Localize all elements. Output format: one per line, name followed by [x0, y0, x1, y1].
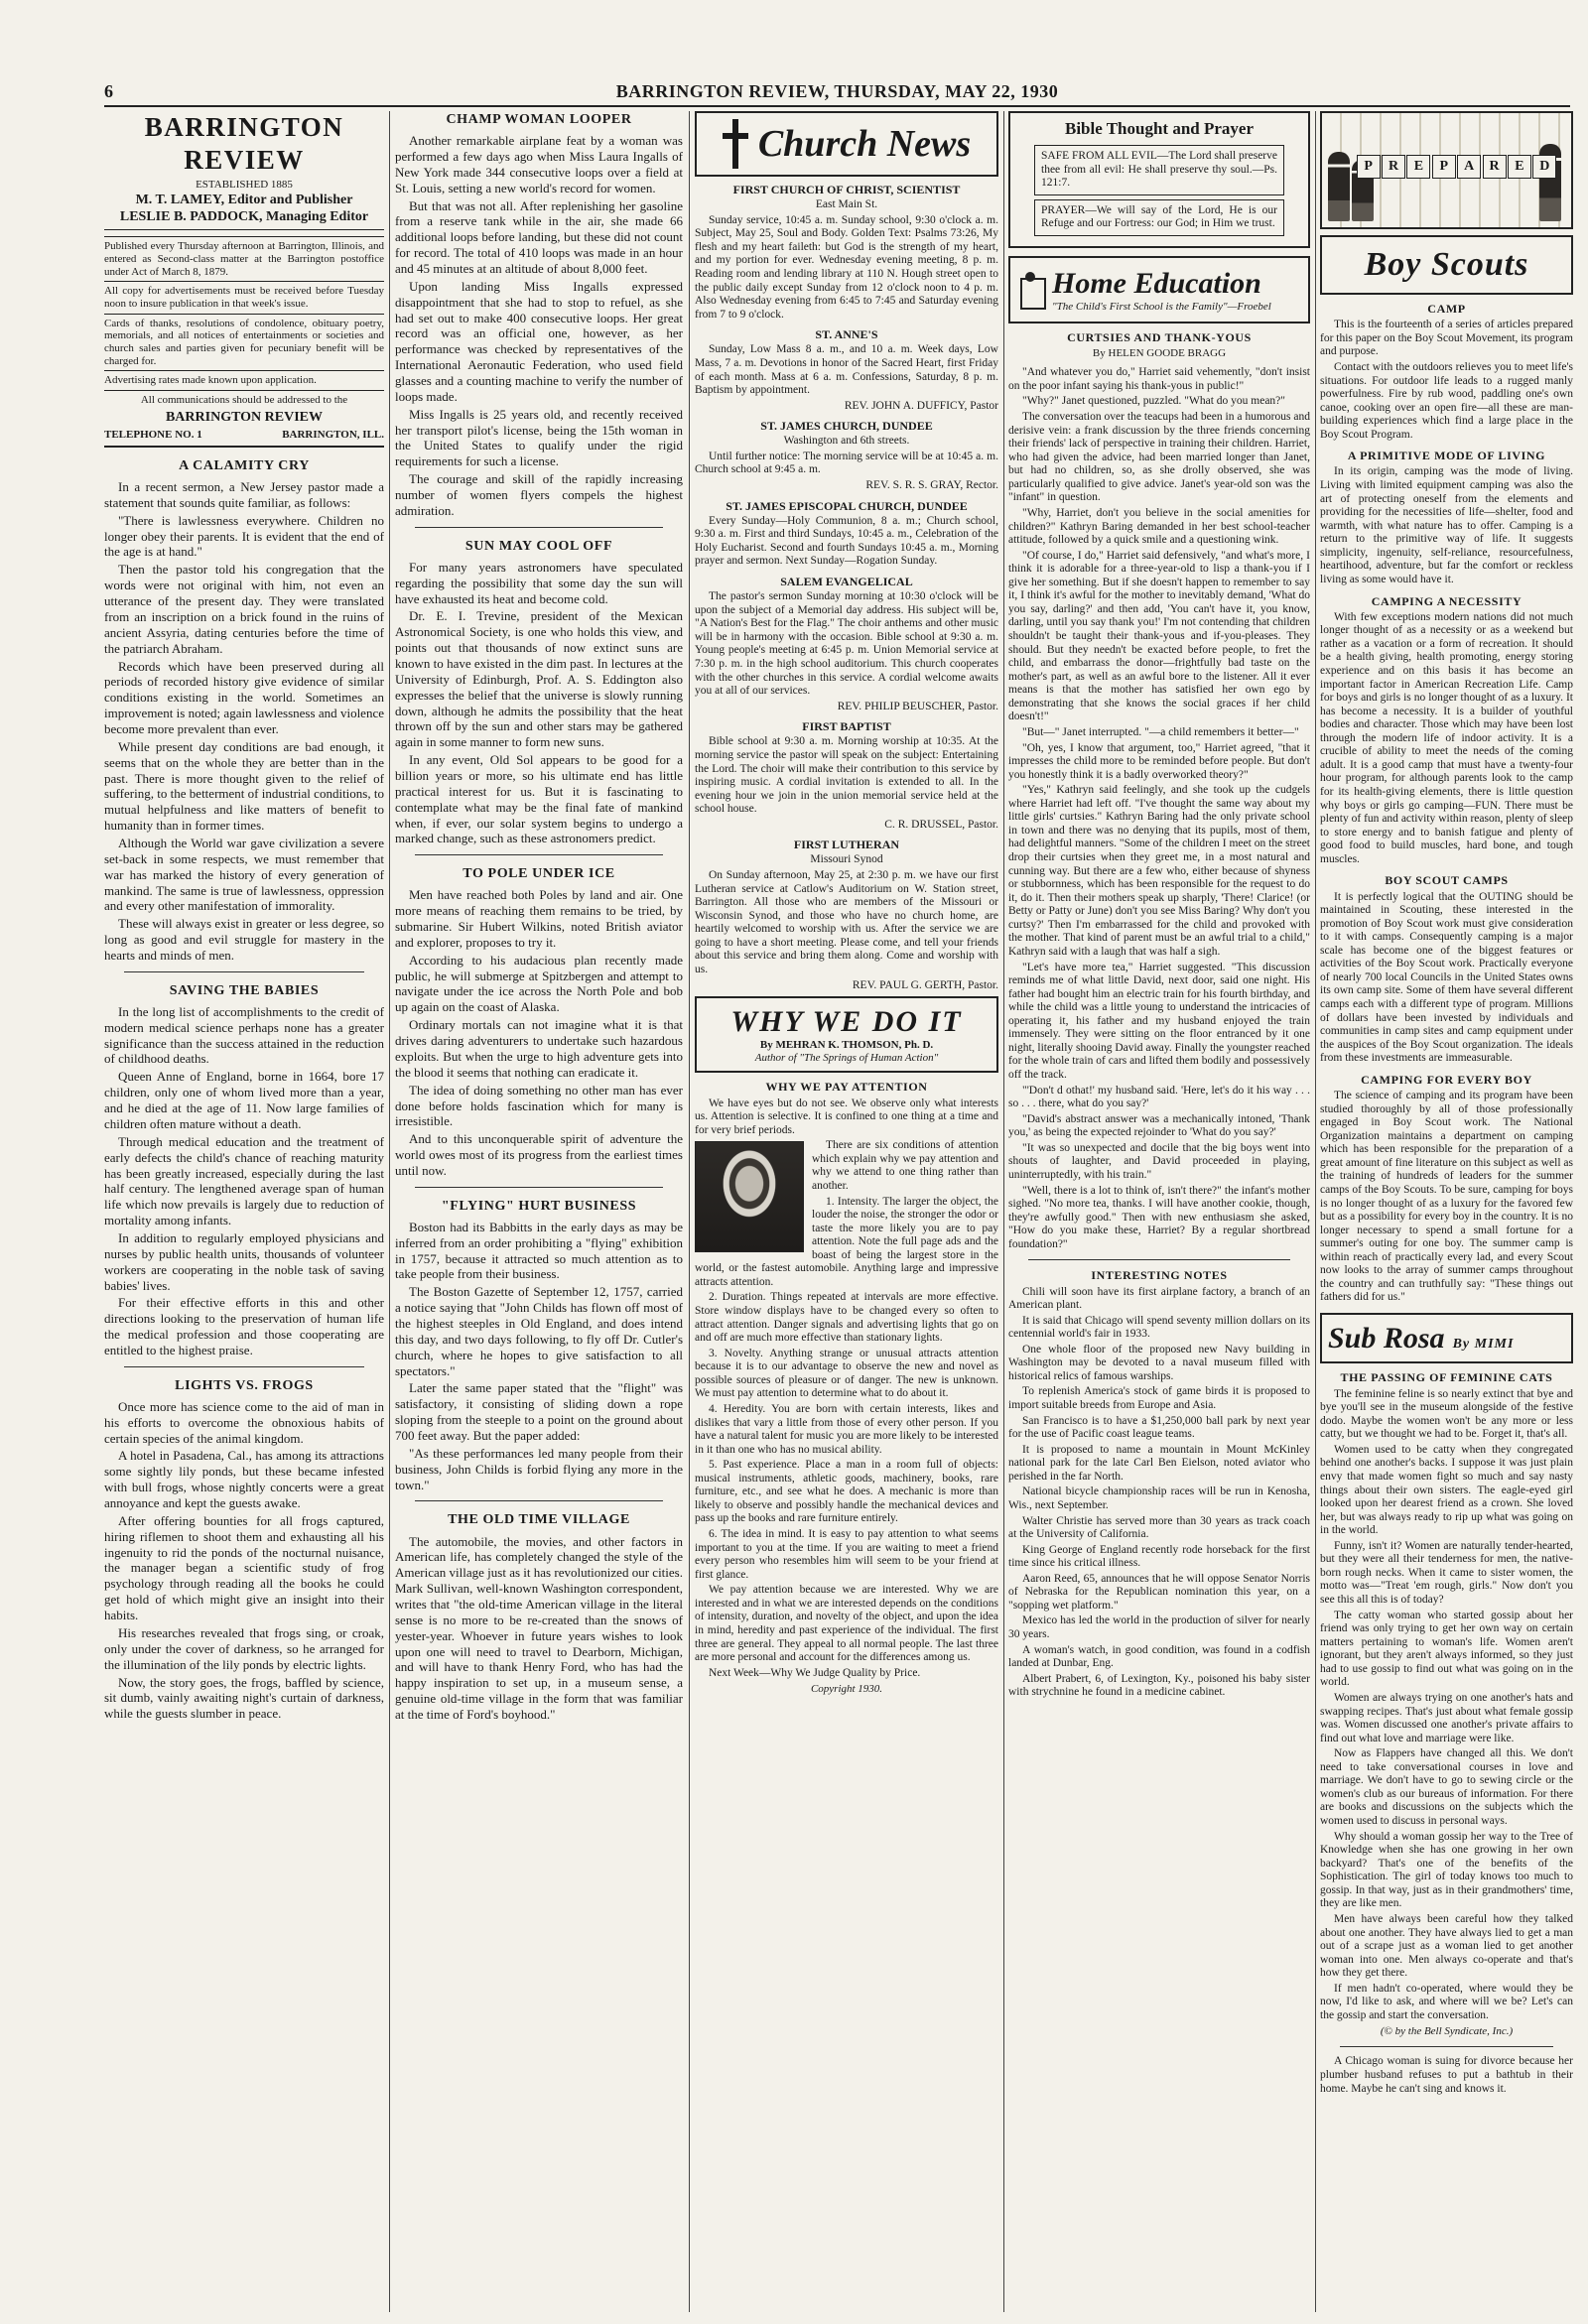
banner-letter: D — [1532, 155, 1556, 179]
paragraph: Walter Christie has served more than 30 years as track coach at the University of California. — [1008, 1514, 1310, 1541]
masthead-editor: M. T. LAMEY, Editor and Publisher — [135, 193, 353, 208]
paragraph: If men hadn't co-operated, where would they be now, I'd like to ask, and where will we be? Let's can the gossip and start the conversation. — [1320, 1982, 1573, 2021]
church-pastor: REV. PHILIP BEUSCHER, Pastor. — [837, 700, 998, 712]
divider — [124, 1366, 364, 1367]
column-rule — [1315, 111, 1316, 2312]
church-name: ST. ANNE'S — [815, 327, 878, 342]
cross-icon — [723, 119, 748, 169]
paragraph: Ordinary mortals can not imagine what it is that drives daring adventurers to undertake such hazardous exploits. But when the urge to high adventure gets into the blood it seems that nothing can eradicate it. — [395, 1017, 683, 1080]
paragraph: For many years astronomers have speculated regarding the possibility that some day the sun will have exhausted its heat and become cold. — [395, 559, 683, 606]
paragraph: We have eyes but do not see. We observe only what interests us. Attention is selective. It is confined to one thing at a time and for very brief periods. — [695, 1097, 998, 1136]
paragraph: "But—" Janet interrupted. "—a child remembers it better—" — [1022, 725, 1299, 738]
article-title-babies: SAVING THE BABIES — [169, 982, 320, 998]
article-title-notes: INTERESTING NOTES — [1091, 1268, 1228, 1283]
scout-figure — [1328, 152, 1350, 221]
paragraph: Miss Ingalls is 25 years old, and recently received her transport pilot's license, being the 15th woman in the United States to qualify under the rigid requirements for such a license. — [395, 406, 683, 469]
next-week-line: Next Week—Why We Judge Quality by Price. — [709, 1666, 921, 1679]
church-name: FIRST LUTHERAN — [793, 838, 900, 852]
masthead-paper-name: BARRINGTON REVIEW — [165, 410, 324, 426]
article-title-feminine-cats: THE PASSING OF FEMININE CATS — [1340, 1370, 1553, 1385]
banner-letter: R — [1483, 155, 1507, 179]
family-icon — [1016, 270, 1046, 310]
paragraph: San Francisco is to have a $1,250,000 ball park by next year for the use of Pacific coast league teams. — [1008, 1414, 1310, 1441]
church-notice: The pastor's sermon Sunday morning at 10:30 o'clock will be upon the subject of a Memorial day address. His subject will be, "A Nation's Best for the Flag." The choir anthems and other music will be in harmony with the occasion. Bible school at 9:30 a. m. Young people's meeting at 6:45 p. m. Union Memorial service at 7:30 p. m. in the high school auditorium. This church cooperates with the other churches in this service. A cordial welcome awaits you at all of our services. — [695, 590, 998, 698]
page-folio — [104, 79, 1570, 107]
church-notice: On Sunday afternoon, May 25, at 2:30 p. m. we have our first Lutheran service at Catlow's Auditorium on W. Station street, Barrington. All those who are members of the Missouri or Wisconsin Synod, and those who have no church home, are heartily welcomed to worship with us. After the service we are going to have a short meeting. Please come, and tell your friends about this service and bring them along. Come and worship with us. — [695, 869, 998, 975]
paragraph: This is the fourteenth of a series of articles prepared for this paper on the Boy Scout Movement, its program and purpose. — [1320, 319, 1573, 358]
paragraph: The conversation over the teacups had been in a humorous and derisive vein: a frank discussion by the three friends concerning their friends' lack of perspective in training their children. Harriet, who had given the advice, had been married longer than Janet, but had no children, so, as she drolly observed, she was particularly qualified to give advice. Janet's year-old son was the "infant" in question. — [1008, 411, 1310, 504]
paragraph: Although the World war gave civilization a severe set-back in some respects, we must remember that war has marked the history of every generation of mankind. The same is true of lawlessness, oppression and every other manifestation of immorality. — [104, 835, 384, 914]
banner-letter: E — [1406, 155, 1430, 179]
column-rule — [389, 111, 390, 2312]
paragraph: 4. Heredity. You are born with certain interests, likes and dislikes that vary a little from those of every other person. If you have a natural talent for music you are more likely to be interested in it than one who has no musical ability. — [695, 1402, 998, 1456]
article-title-looper: CHAMP WOMAN LOOPER — [446, 112, 632, 127]
column-1 — [104, 111, 384, 2312]
paragraph: "Of course, I do," Harriet said defensively, "and what's more, I think it is adorable for a three-year-old to lisp a thank-you if I give her something. But if she doesn't happen to remember to say it, I think it's awful for the mother to inevitably demand, 'What do you say, darling?' and then add, 'You can't have it, you know, darling, until you say thank you!' I'm not contending that children shouldn't be taught their thank-yous and if-you-pleases. They should. But they needn't be exacted before people, to fret the child, and embarrass the donor—frightfully bad taste on the mother's part, as well as an awful bore to the listener. All it ever means is that the mother has satisfied her own ego by demonstrating that she knows the social graces if her child doesn't!" — [1008, 549, 1310, 723]
paragraph: The Boston Gazette of September 12, 1757, carried a notice saying that "John Childs has flown off most of the highest steeples in Old England, and does intend this day, and two days following, to fly off Dr. Cutler's church, where he hopes to give satisfaction to all spectators." — [395, 1284, 683, 1378]
paragraph: Queen Anne of England, borne in 1664, bore 17 children, only one of whom lived more than a year, and he died at the age of 11. Now large families of children often mature without a death. — [104, 1069, 384, 1131]
masthead-town: BARRINGTON, ILL. — [282, 428, 384, 441]
paragraph: Men have always been careful how they talked about one another. They have always lied to get a man out of a scrape just as a woman lied to get another woman into one. Men always co-operate and that's how they get there. — [1320, 1912, 1573, 1980]
paragraph: "As these performances led many people from their business, John Childs is forbid flying any more in the town." — [395, 1445, 683, 1492]
column-5 — [1320, 111, 1573, 2312]
paragraph: His researches revealed that frogs sing, or croak, only under the cover of darkness, so he arranged for the illumination of the lily ponds by electric lights. — [104, 1624, 384, 1672]
paragraph: After offering bounties for all frogs captured, hiring riflemen to shoot them and exhausting all his ingenuity to rid the ponds of the nocturnal nuisance, the manager began a scientific study of frog psychology through reading all the books he could get hold of which might give an insight into their habits. — [104, 1512, 384, 1623]
church-pastor: C. R. DRUSSEL, Pastor. — [884, 818, 998, 831]
boy-scouts-header — [1320, 235, 1573, 295]
syndicate-copyright: (© by the Bell Syndicate, Inc.) — [1380, 2025, 1514, 2038]
church-pastor: REV. JOHN A. DUFFICY, Pastor — [844, 399, 998, 412]
church-notice: Every Sunday—Holy Communion, 8 a. m.; Church school, 9:30 a. m. First and third Sundays, 10:45 a. m., Celebration of the Holy Eucharist. Second and fourth Sundays 10:45 a. m., Morning prayer and sermon. Next Sunday—Rogation Sunday. — [695, 514, 998, 568]
paragraph: Once more has science come to the aid of man in his efforts to overcome the obnoxious habits of certain species of the animal kingdom. — [104, 1398, 384, 1446]
why-byline: By MEHRAN K. THOMSON, Ph. D. — [759, 1039, 934, 1052]
paragraph: The catty woman who started gossip about her friend was only trying to get her own way on certain matters pertaining to woman's life. Women aren't ignorant, but they aren't always informed, so they just had to use gossip to find out what was going on in the world. — [1320, 1609, 1573, 1689]
paragraph: Now, the story goes, the frogs, baffled by science, sit dumb, vainly awaiting night's curtain of darkness, while the guests slumber in peace. — [104, 1674, 384, 1722]
why-we-do-it-header — [695, 996, 998, 1073]
bible-thought-title: Bible Thought and Prayer — [1064, 119, 1255, 138]
subhead-camps: BOY SCOUT CAMPS — [1385, 873, 1509, 888]
church-name: FIRST CHURCH OF CHRIST, SCIENTIST — [732, 183, 961, 196]
paragraph: The automobile, the movies, and other factors in American life, has completely changed the style of the American village just as it has revolutionized our cities. Mark Sullivan, well-known Washington correspondent, writes that "the old-time American village in the literal sense is no more to be re-created than the snows of yester-year. Whoever in future years wishes to look upon one will need to travel to Dearborn, Michigan, and will have to thank Henry Ford, who has had the happy inspiration to set up, in a museum sense, a genuine old-time village in the form that was familiar at the time of Ford's boyhood." — [395, 1533, 683, 1723]
paragraph: There are six conditions of attention which explain why we pay attention and why we attend to one thing rather than another. — [812, 1139, 998, 1192]
why-we-do-it-title: WHY WE DO IT — [730, 1005, 963, 1039]
paragraph: "Oh, yes, I know that argument, too," Harriet agreed, "that it impresses the child more to be reminded before people. But don't you honestly think it is a badly overworked theory?" — [1008, 741, 1310, 781]
church-pastor: REV. PAUL G. GERTH, Pastor. — [852, 978, 998, 991]
church-notice: Until further notice: The morning service will be at 10:45 a. m. Church school at 9:45 a. m. — [695, 450, 998, 476]
home-education-header — [1008, 256, 1310, 323]
paragraph: 1. Intensity. The larger the object, the louder the noise, the stronger the odor or taste the more likely you are to pay attention. Note the full page ads and the boast of being the largest store in the world, or the fastest automobile. Anything large and impressive attracts attention. — [695, 1195, 998, 1288]
paragraph: Now as Flappers have changed all this. We don't need to take conversational courses in love and marriage. We don't have to go to sewing circle or the women's club as our bureaus of information. For there are books and discussions on the subjects which the women used to discuss in personal ways. — [1320, 1747, 1573, 1827]
church-news-title: Church News — [757, 123, 972, 165]
paragraph: We pay attention because we are interested. Why we are interested and in what we are interested depends on the conditions of intensity, duration, and novelty of the object, and upon the idea in mind, heredity and past experience of the individual. The first three are general. They appeal to all normal people. The last three are more personal and account for the differences among us. — [695, 1584, 998, 1664]
paragraph: "There is lawlessness everywhere. Children no longer obey their parents. It is evident that the end of the age is at hand." — [104, 512, 384, 560]
publication-notice: Published every Thursday afternoon at Barrington, Illinois, and entered as Second-class matter at the Barrington postoffice under Act of March 8, 1879. — [104, 236, 384, 281]
paragraph: Boston had its Babbitts in the early days as may be inferred from an order prohibiting a "flying" exhibition in 1757, because it attracted so much attention as to take people from their business. — [395, 1219, 683, 1282]
divider — [415, 1187, 663, 1188]
paragraph: The courage and skill of the rapidly increasing number of women flyers compels the highest admiration. — [395, 471, 683, 518]
paragraph: In addition to regularly employed physicians and nurses by public health units, thousands of volunteer workers are cooperating in the noble task of saving babies' lives. — [104, 1229, 384, 1293]
prepared-banner — [1356, 155, 1557, 179]
church-name: ST. JAMES EPISCOPAL CHURCH, DUNDEE — [726, 498, 968, 513]
page-number: 6 — [104, 81, 114, 101]
subhead-primitive: A PRIMITIVE MODE OF LIVING — [1347, 449, 1546, 463]
divider — [1340, 2046, 1553, 2047]
bible-prayer: PRAYER—We will say of the Lord, He is our Refuge and our Fortress: our God; in Him we trust. — [1034, 199, 1284, 236]
paragraph: The feminine feline is so nearly extinct that bye and bye you'll see in the museum alongside of the festive dodo. Maybe the women won't be any more or less catty, but we thought we had to be. Forget it, that's all. — [1320, 1387, 1573, 1441]
paragraph: It is said that Chicago will spend seventy million dollars on its centennial world's fair in 1933. — [1008, 1314, 1310, 1341]
paragraph: In its origin, camping was the mode of living. Living with limited equipment camping was also the art of protecting oneself from the elements and providing for the necessities of life—shelter, food and warmth, with what nature has to offer. Camping is a return to the primitive way of life. It suggests simplicity, ingenuity, self-reliance, resourcefulness, heartihood, adventure, but far the comfort or reckless living as some would have it. — [1320, 465, 1573, 585]
masthead-managing-editor: LESLIE B. PADDOCK, Managing Editor — [119, 209, 369, 225]
telephone-number: TELEPHONE NO. 1 — [104, 428, 202, 441]
banner-letter: R — [1382, 155, 1405, 179]
paragraph: In any event, Old Sol appears to be good for a billion years or more, so his ultimate end has little practical interest for us. But it is fascinating to contemplate what may be the final fate of mankind when, if ever, our solar system begins to undergo a marked change, such as these astronomers predict. — [395, 752, 683, 846]
paragraph: "Why?" Janet questioned, puzzled. "What do you mean?" — [1022, 395, 1285, 408]
paragraph: Aaron Reed, 65, announces that he will oppose Senator Norris of Nebraska for the Republican nomination this year, on a "sopping wet platform." — [1008, 1572, 1310, 1612]
sub-rosa-byline: By MIMI — [1452, 1337, 1515, 1353]
paragraph: In the long list of accomplishments to the credit of modern medical science perhaps none has a greater significance than the success attained in the reduction of childhood deaths. — [104, 1003, 384, 1067]
article-title-camp: CAMP — [1427, 302, 1466, 317]
banner-letter: A — [1457, 155, 1481, 179]
paragraph: It is proposed to name a mountain in Mount McKinley national park for the late Carl Ben Eielson, noted aviator who perished in the far North. — [1008, 1443, 1310, 1483]
paragraph: Dr. E. I. Trevine, president of the Mexican Astronomical Society, is one who holds this view, and points out that thousands of now extinct suns are known to have existed in the dim past. In lectures at the University of Edinburgh, Prof. A. S. Eddington also expresses the belief that the universe is slowly running down, although he admits the possibility that the heat thrown off by the sun and other stars may be gathered again in some manner to form new suns. — [395, 608, 683, 750]
paragraph: "And whatever you do," Harriet said vehemently, "don't insist on the poor infant saying his thank-yous in public!" — [1008, 366, 1310, 392]
divider — [1028, 1259, 1290, 1260]
folio-title: BARRINGTON REVIEW, THURSDAY, MAY 22, 1930 — [615, 81, 1059, 101]
paragraph: It is perfectly logical that the OUTING should be maintained in Scouting, these interested in the promotion of Boy Scout work must give consideration to it with camps. Consequently camping is a major scale has become one of the biggest features or activities of the Boy Scout work. Practically everyone of nearly 700 local Councils in the United States owns its own camp site. Some of them have several different camps each with a different type of program. Millions of dollars have been invested by individuals and communities in camp sites and camp equipment under the auspices of the Boy Scout organization. The ideals from these investments are immeasurable. — [1320, 890, 1573, 1065]
paragraph: Another remarkable airplane feat by a woman was performed a few days ago when Miss Laura Ingalls of New York made 344 consecutive loops over a field at St. Louis, setting a new world's record for women. — [395, 133, 683, 195]
paragraph: "Let's have more tea," Harriet suggested. "This discussion reminds me of what little David, next door, said one night. His father had bought him an electric train for his fourth birthday, and while the child was a little young to understand the intricacies of operating it, his father and my husband enjoyed the train immensely. They were sitting on the floor entranced by it one night, literally shooing David away. Finally the youngster reached for the whole train of cars and lifted them bodily and possessively off the track. — [1008, 961, 1310, 1082]
boy-scouts-title: Boy Scouts — [1364, 246, 1529, 283]
church-pastor: REV. S. R. S. GRAY, Rector. — [865, 479, 998, 492]
author-portrait — [695, 1141, 804, 1252]
subhead-necessity: CAMPING A NECESSITY — [1371, 593, 1522, 608]
paragraph: Albert Prabert, 6, of Lexington, Ky., poisoned his baby sister with strychnine he found in a medicine cabinet. — [1008, 1672, 1310, 1699]
banner-letter: P — [1357, 155, 1381, 179]
paragraph: Why should a woman gossip her way to the Tree of Knowledge when she has one growing in her own backyard? That's one of the benefits of the Sophistication. The girl of today knows too much to gossip. In that way, just as in their grandmothers' time, they are like men. — [1320, 1830, 1573, 1910]
divider — [124, 971, 364, 972]
article-title-flying: "FLYING" HURT BUSINESS — [441, 1198, 637, 1214]
telephone-line — [104, 427, 384, 448]
masthead-established: ESTABLISHED 1885 — [196, 178, 293, 191]
paragraph: Then the pastor told his congregation that the words were not original with him, not even an utterance of the present day. They were translated from an inscription on a brick found in the ruins of ancient Assyria, dating centuries before the time of the patriarch Abraham. — [104, 562, 384, 656]
paragraph: "Why, Harriet, don't you believe in the social amenities for children?" Kathryn Baring demanded in her best school-teacher attitude, followed by a quick smile and a questioning wink. — [1008, 506, 1310, 547]
subhead-every-boy: CAMPING FOR EVERY BOY — [1361, 1072, 1532, 1087]
column-4 — [1008, 111, 1310, 2312]
paragraph: Mexico has led the world in the production of silver for nearly 30 years. — [1008, 1614, 1310, 1640]
article-title-village: THE OLD TIME VILLAGE — [448, 1512, 630, 1528]
column-rule — [689, 111, 690, 2312]
paragraph: 2. Duration. Things repeated at intervals are more effective. Store window displays have to be changed every so often to attract attention. Danger signals and advertising lights that go on and off are much more effective than stationary lights. — [695, 1291, 998, 1345]
article-title-curtsies: CURTSIES AND THANK-YOUS — [1067, 330, 1252, 345]
paragraph: "David's abstract answer was a mechanically intoned, 'Thank you,' as being the expected rejoinder to 'What do you say?' — [1008, 1112, 1310, 1139]
church-address: Missouri Synod — [810, 853, 883, 866]
home-education-tagline: "The Child's First School is the Family"—Froebel — [1052, 301, 1271, 314]
article-title-sun: SUN MAY COOL OFF — [464, 538, 613, 554]
paragraph: And to this unconquerable spirit of adventure the world owes most of its progress from the earliest times until now. — [395, 1131, 683, 1178]
church-news-header — [695, 111, 998, 177]
charges-notice: Cards of thanks, resolutions of condolence, obituary poetry, memorials, and all notices of entertainments or societies and church sales and parties given for pecuniary benefit will be charged for. — [104, 314, 384, 371]
advertising-notice: Advertising rates made known upon application. — [104, 370, 384, 390]
paragraph: These will always exist in greater or less degree, so long as good and evil struggle for mastery in the hearts and minds of men. — [104, 916, 384, 963]
paragraph: In a recent sermon, a New Jersey pastor made a statement that sounds quite familiar, as follows: — [104, 479, 384, 510]
church-notice: Sunday, Low Mass 8 a. m., and 10 a. m. Week days, Low Mass, 7 a. m. Devotions in honor of the Sacred Heart, first Friday of each month. Mass at 6 a. m. Confessions, Saturday, 8 p. m. Baptism by appointment. — [695, 343, 998, 397]
paragraph: Records which have been preserved during all periods of recorded history give evidence of similar conditions existing in the world. Sometimes an improvement is noted; again lawlessness and violence become more prevalent than ever. — [104, 658, 384, 736]
article-title-frogs: LIGHTS VS. FROGS — [175, 1377, 314, 1393]
column-2 — [395, 111, 683, 2312]
why-author-note: Author of "The Springs of Human Action" — [754, 1052, 939, 1065]
paragraph: For their effective efforts in this and other directions looking to the preservation of human life the medical profession and those cooperating are entitled to the highest praise. — [104, 1295, 384, 1357]
paragraph: But that was not all. After replenishing her gasoline from a reserve tank while in the air, she made 66 additional loops before landing, but these did not count for record. The total of 410 loops was made in an hour and 45 minutes at an altitude of about 8,000 feet. — [395, 197, 683, 276]
paragraph: Through medical education and the treatment of early defects the child's chance of reaching maturity has been greatly increased, especially during the last half century. The lengthened average span of human life which now prevails is largely due to reduction of mortality among infants. — [104, 1133, 384, 1228]
paragraph: A Chicago woman is suing for divorce because her plumber husband refuses to put a bathtub in their home. Maybe he can't sing and knows it. — [1320, 2055, 1573, 2095]
divider — [415, 527, 663, 528]
church-address: Washington and 6th streets. — [783, 435, 910, 448]
paragraph: While present day conditions are bad enough, it seems that on the whole they are better than in the past. There is more thought given to the relief of suffering, to the betterment of industrial conditions, to mutual helpfulness and like matters of benefit to humanity than in former times. — [104, 738, 384, 834]
masthead — [104, 111, 384, 230]
paragraph: The science of camping and its program have been studied thoroughly by all of those professionally engaged in Boy Scout work. The National Organization maintains a department on camping which has been responsible for the preparation of a great amount of fine literature on this subject as well as the training of hundreds of leaders for the summer camps of the Boy Scouts. To be sure, camping for boys is no longer thought of as a luxury for the favored few but as a possibility for every boy in the country. It is no longer necessary to spend a small fortune for a summer's outing for one boy. The summer camp is within reach of practically every lad, and every Scout now looks to the array of summer camps throughout the country and can truthfully say: "These things out fathers did for us." — [1320, 1090, 1573, 1304]
paragraph: Later the same paper stated that the "flight" was satisfactory, it consisting of sliding down a rope sloping from the steeple to a point on the ground about 700 feet away. But the paper added: — [395, 1380, 683, 1444]
paragraph: Women used to be catty when they congregated behind one another's backs. I suppose it was just plain envy that made women fight so much and say nasty things about their own sisters. The eagle-eyed girl looked upon her dearest friend as a crown. She loved her, but was always ready to rip up what was going on in the world. — [1320, 1443, 1573, 1537]
paragraph: Men have reached both Poles by land and air. One more means of reaching them remains to be tried, by submarine. Sir Hubert Wilkins, noted British aviator and explorer, proposes to try it. — [395, 887, 683, 950]
address-notice: All communications should be addressed to the — [104, 390, 384, 410]
paragraph: National bicycle championship races will be run in Kenosha, Wis., next September. — [1008, 1485, 1310, 1511]
paragraph: According to his audacious plan recently made public, he will submerge at Spitzbergen and attempt to navigate under the ice across the North Pole and bob up again on the coast of Alaska. — [395, 952, 683, 1015]
scouts-illustration — [1320, 111, 1573, 229]
paragraph: 6. The idea in mind. It is easy to pay attention to what seems important to you at the time. If you are waiting to meet a friend every person who resembles him will seem to be your friend at first glance. — [695, 1528, 998, 1581]
copy-deadline-notice: All copy for advertisements must be received before Tuesday noon to insure publication in that week's issue. — [104, 281, 384, 313]
paragraph: "'Don't d othat!' my husband said. 'Here, let's do it his way . . . so . . . there, what do you say?' — [1008, 1084, 1310, 1110]
column-rule — [1003, 111, 1004, 2312]
paragraph: "Yes," Kathryn said feelingly, and she took up the cudgels where Harriet had left off. "I've thought the same way about my little girls' curtsies." Kathryn Baring had the only private school in town and there was no denying that its pupils, most of them, had delightful manners. "Some of the children I meet on the street drop their curtsies when they greet me, in a most natural and cunning way. But there are a few who, either because of shyness or stubbornness, which has been responsible for the request to do it, do it. Then their mothers speak up sharply, 'There! Clarice! (or Betty or Patty or June) don't you see Miss Baring? Why don't you curtsy?' Then I'm embarrassed for the child and provoked with the mother. That kind of parent must be an awful trial to a child," Kathryn said with a laugh that was half a sigh. — [1008, 784, 1310, 958]
paragraph: 3. Novelty. Anything strange or unusual attracts attention because it is to our advantage to observe the new and novel as possible sources of pleasure or of danger. The new is unknown. We must pay attention to determine what to do about it. — [695, 1347, 998, 1400]
paragraph: "Well, there is a lot to think of, isn't there?" the infant's mother sighed. "No more tea, thanks. I will have another cookie, though, they're awfully good." Then with new enthusiasm she asked, "How do you make these, Harriet? By a regular shortbread foundation?" — [1008, 1184, 1310, 1250]
paragraph: "It was so unexpected and docile that the big boys went into shouts of laughter, and David proceeded in playing, uninterruptedly, with his train." — [1008, 1141, 1310, 1181]
bible-thought-box — [1008, 111, 1310, 248]
church-address: East Main St. — [815, 198, 878, 211]
paragraph: A woman's watch, in good condition, was found in a codfish landed at Dunbar, Eng. — [1008, 1643, 1310, 1670]
home-education-title: Home Education — [1052, 266, 1261, 300]
church-notice: Bible school at 9:30 a. m. Morning worship at 10:35. At the morning service the pastor will speak on the subject: Entertaining the Lord. The choir will make their contribution to this service by inspiring music. A cordial invitation is extended to all. In the evening hour we join in the union memorial service held at the school house. — [695, 735, 998, 816]
paragraph: Contact with the outdoors relieves you to meet life's situations. For outdoor life leads to a rugged manly powerfulness. Fire by rub wood, paddling one's own canoe, cooking over an open fire—all these are man-building experiences which find a large place in the Boy Scout Program. — [1320, 360, 1573, 441]
paragraph: To replenish America's stock of game birds it is proposed to import suitable breeds from Europe and Asia. — [1008, 1385, 1310, 1411]
masthead-title: BARRINGTON REVIEW — [144, 112, 344, 175]
paragraph: With few exceptions modern nations did not much longer thought of as a necessity or as a weekend but rather as a vacation or a form of recreation. It should be a health giving, health promoting, energy storing experience and on this basis it has become an important factor in American Recreation Life. Camp for boys and girls is no longer thought of as a luxury. It has become a necessity. It is a builder of youthful bodies and character. Those which may have been lost through the modern life of indoor activity. It is a crucible of ability to meet the needs of the coming adult. It is a good camp that must have a twenty-four hour program, for although parents look to the camp for its health-giving elements, there is little question why boys or girls go camping—FUN. There must be plenty of fun and activity within reason, plenty of sleep to store energy and to banish fatigue and plenty of good food to build muscles, hard bone, and tough muscles. — [1320, 610, 1573, 865]
sub-rosa-header — [1320, 1313, 1573, 1363]
church-name: FIRST BAPTIST — [802, 719, 891, 734]
divider — [415, 1500, 663, 1501]
bible-verse: SAFE FROM ALL EVIL—The Lord shall preserve thee from all evil: He shall preserve thy soul.—Ps. 121:7. — [1034, 145, 1284, 195]
banner-letter: E — [1508, 155, 1531, 179]
banner-letter: P — [1432, 155, 1456, 179]
divider — [415, 854, 663, 855]
paragraph: The idea of doing something no other man has ever done before holds fascination which for many is irresistible. — [395, 1082, 683, 1129]
column-3 — [695, 111, 998, 2312]
paragraph: Funny, isn't it? Women are naturally tender-hearted, but they were all their tenderness for men, the native-born rough necks. When it came to sister women, the motto was—"Treat 'em rough, girls." Now don't you see this all this is of today? — [1320, 1539, 1573, 1606]
church-name: SALEM EVANGELICAL — [780, 575, 913, 588]
paragraph: Chili will soon have its first airplane factory, a branch of an American plant. — [1008, 1285, 1310, 1312]
paragraph: King George of England recently rode horseback for the first time since his critical illness. — [1008, 1543, 1310, 1570]
article-title-calamity: A CALAMITY CRY — [179, 457, 310, 473]
copyright-line: Copyright 1930. — [810, 1683, 883, 1696]
article-title-pole: TO POLE UNDER ICE — [463, 866, 615, 882]
sub-rosa-title: Sub Rosa — [1328, 1322, 1445, 1356]
paragraph: Upon landing Miss Ingalls expressed disappointment that she had to stop to refuel, as she had set out to make 400 consecutive loops. Her great record was an official one, however, as her performance was checked by representatives of the International Aeronautic Federation, who used field glasses and a counting machine to verify the number of loops made. — [395, 278, 683, 404]
paragraph: One whole floor of the proposed new Navy building in Washington may be devoted to a naval museum filled with historical relics of famous warships. — [1008, 1343, 1310, 1382]
paragraph: 5. Past experience. Place a man in a room full of objects: musical instruments, athletic goods, machinery, books, rare furniture, etc., and see what he does. A mechanic is more than likely to observe and possibly handle the mechanical devices and pass up the books and rare furniture entirely. — [695, 1459, 998, 1525]
church-name: ST. JAMES CHURCH, DUNDEE — [760, 419, 933, 434]
paragraph: A hotel in Pasadena, Cal., has among its attractions some sightly lily ponds, but these became infested with bull frogs, whose nightly concerts were a great annoyance and kept the guests awake. — [104, 1448, 384, 1511]
paragraph: Women are always trying on one another's hats and swapping recipes. That's just about what female gossip was. Women discussed one another's private affairs to find out what love and marriage were like. — [1320, 1691, 1573, 1744]
byline: By HELEN GOODE BRAGG — [1092, 347, 1227, 360]
article-title-attention: WHY WE PAY ATTENTION — [765, 1080, 928, 1095]
church-notice: Sunday service, 10:45 a. m. Sunday school, 9:30 o'clock a. m. Subject, May 25, Soul and Body. Golden Text: Psalms 73:26, My flesh and my heart faileth: but God is the strength of my heart, and my portion for ever. Wednesday evening meeting, 8 p. m. Reading room and lending library at 110 N. Hough street open to the public daily except Sunday from 12 o'clock noon to 4 p. m. Also Wednesday evening from 6:45 to 7:45 and Saturday evening from 7 to 9 o'clock. — [695, 213, 998, 321]
